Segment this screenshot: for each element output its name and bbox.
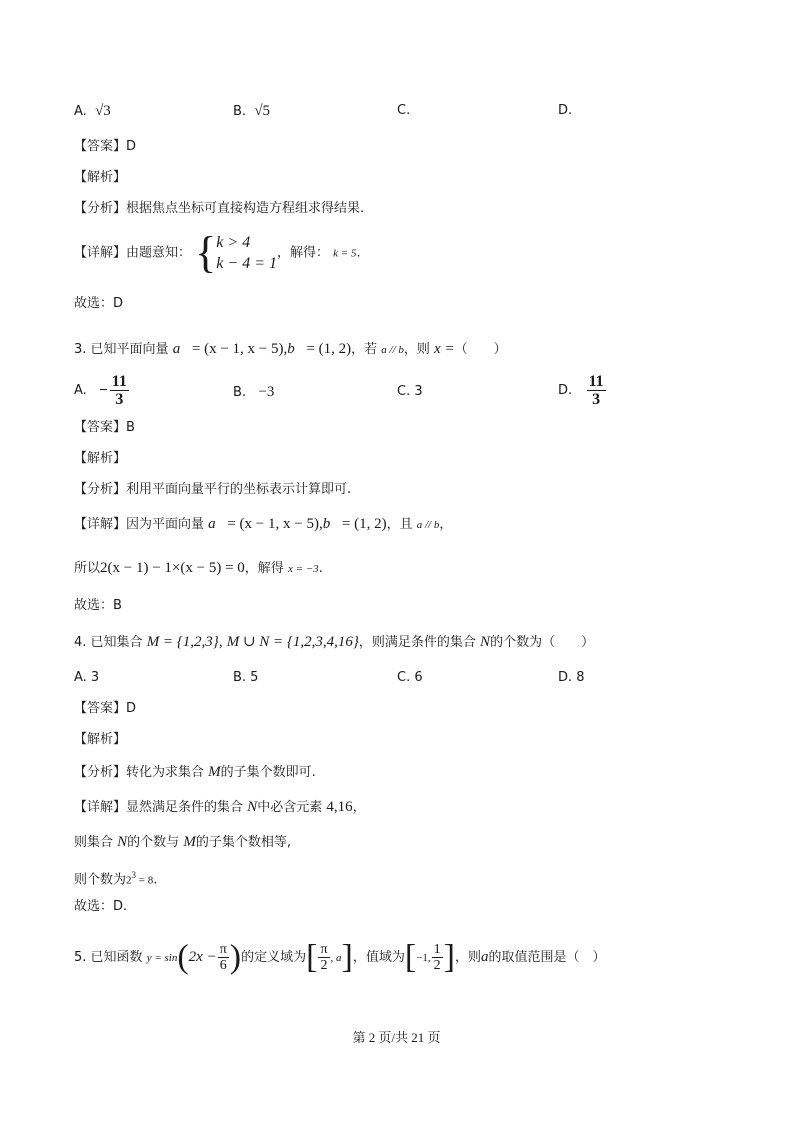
q4-analysis-tag: 【解析】 (74, 732, 127, 747)
q2-detail-result: k = 5 (333, 247, 357, 260)
q3-option-b: B. −3 (233, 384, 275, 400)
q2-option-d: D. (558, 103, 573, 118)
q3-option-a: A. − $\frac{11}{3}$ (74, 373, 127, 408)
q4-stem: 4. 已知集合 M = {1,2,3}, M ∪ N = {1,2,3,4,16}，则满足条件的集合 N的个数为（ ） (74, 634, 595, 650)
q2-option-a-value: √3 (95, 103, 111, 119)
q2-analysis-tag: 【解析】 (74, 170, 127, 185)
q3-answer: 【答案】B (74, 420, 135, 435)
q4-line3: 则个数为$2^3 = 8$. (74, 870, 158, 888)
q3-analysis-tag: 【解析】 (74, 451, 127, 466)
q3-choice: 故选：B (74, 598, 122, 613)
page-footer: 第 2 页/共 21 页 (352, 1030, 441, 1045)
q4-option-a: A. 3 (74, 670, 100, 685)
q4-answer: 【答案】D (74, 701, 137, 716)
q2-equation-system: { k > 4 k − 4 = 1 (195, 228, 277, 277)
q4-detail: 【详解】显然满足条件的集合 N中必含元素 4,16， (74, 799, 366, 815)
q4-option-c: C. 6 (397, 670, 423, 685)
q4-choice: 故选：D. (74, 899, 128, 914)
q3-so: 所以2(x − 1) − 1×(x − 5) = 0，解得 x = −3. (74, 560, 323, 576)
q4-line2: 则集合 N的个数与 M的子集个数相等, (74, 834, 291, 850)
q4-option-b: B. 5 (233, 670, 259, 685)
q3-option-d: D. $\frac{11}{3}$ (558, 373, 604, 408)
q2-detail: 【详解】由题意知： { k > 4 k − 4 = 1 ，解得： k = 5. (74, 228, 361, 277)
q2-option-c: C. (397, 103, 411, 118)
q2-answer: 【答案】D (74, 139, 137, 154)
q5-stem: 5. 已知函数 y = sin(2x − $\frac{\pi}{6}$ )的定义域为[ $\frac{\pi}{2}$ , a]，值域为[−1, $\frac{1}{2}$ ]，则a的取值范围是（ ） (74, 938, 606, 976)
q4-option-d: D. 8 (558, 670, 585, 685)
q4-fenxi: 【分析】转化为求集合 M的子集个数即可. (74, 764, 316, 780)
q3-fenxi: 【分析】利用平面向量平行的坐标表示计算即可. (74, 482, 352, 497)
q3-detail: 【详解】因为平面向量 a⃗= (x − 1, x − 5),b⃗= (1, 2)，且 a // b， (74, 516, 453, 532)
q2-fenxi: 【分析】根据焦点坐标可直接构造方程组求得结果. (74, 201, 365, 216)
q3-option-c: C. 3 (397, 384, 423, 399)
q2-option-b: B. √5 (233, 103, 271, 119)
q2-option-a: A. √3 (74, 103, 111, 119)
q2-option-b-value: √5 (254, 103, 271, 119)
q3-stem: 3. 已知平面向量 a⃗= (x − 1, x − 5),b⃗= (1, 2)，若 a // b，则 x =（ ） (74, 341, 507, 357)
q2-choice: 故选：D (74, 296, 124, 311)
